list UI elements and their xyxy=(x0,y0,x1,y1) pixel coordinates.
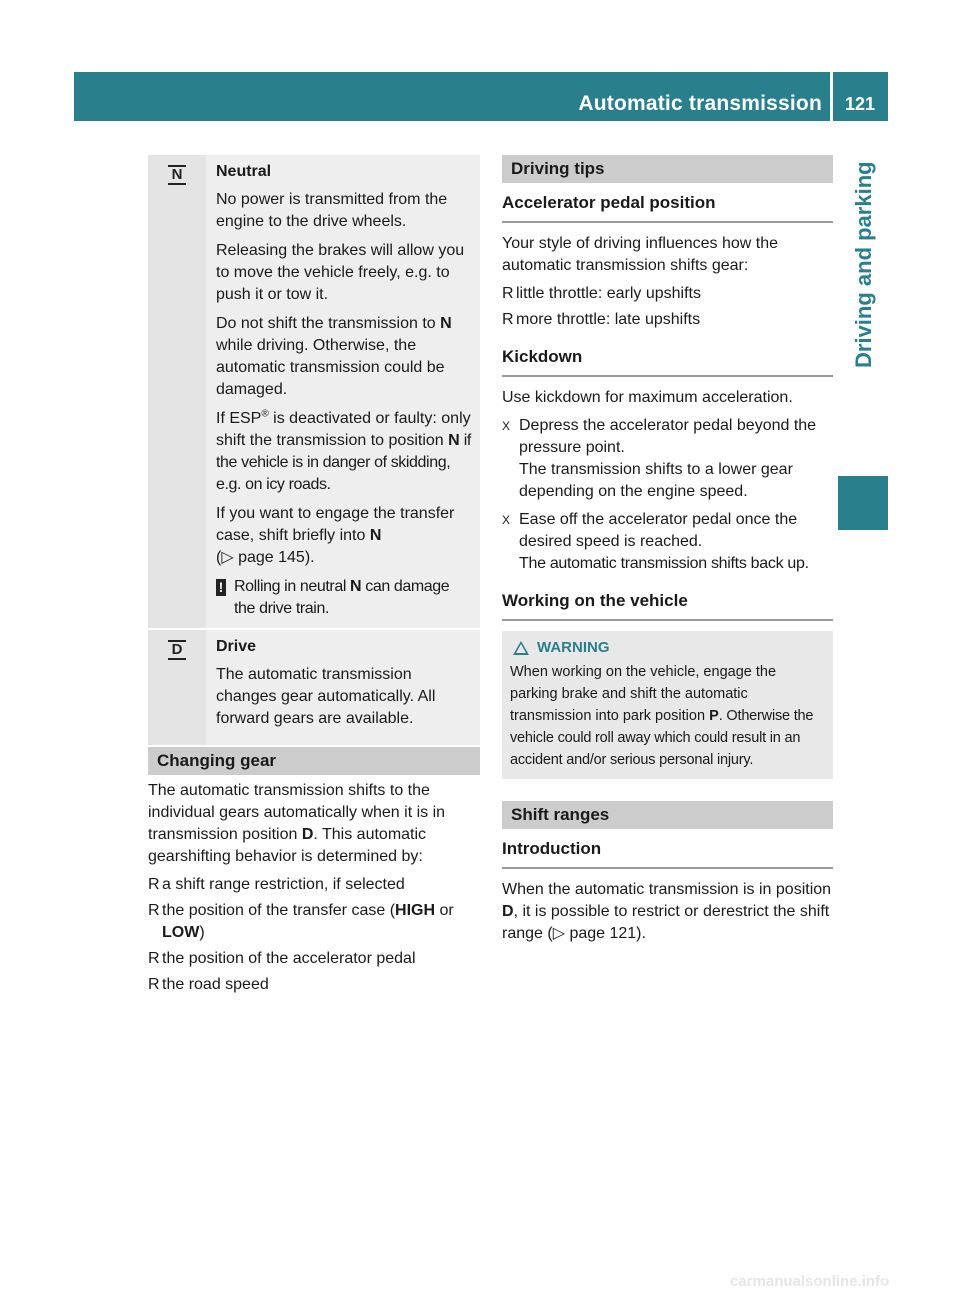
list-item: R a shift range restriction, if selected xyxy=(148,874,480,896)
section-heading: Changing gear xyxy=(148,747,480,775)
list-item: R the road speed xyxy=(148,974,480,996)
list-item: R the position of the accelerator pedal xyxy=(148,948,480,970)
gear-title: Drive xyxy=(216,638,257,655)
gear-paragraph: If ESP® is deactivated or faulty: only shift the transmission to position N if the vehicle is in danger of skidding, e.g. on icy roads. xyxy=(216,408,471,493)
list-item: R more throttle: late upshifts xyxy=(502,309,833,331)
paragraph: When the automatic transmission is in position D, it is possible to restrict or derestrict the shift range (▷ page 121). xyxy=(502,881,832,942)
damage-note: ! Rolling in neutral N can damage the drive train. xyxy=(216,576,472,620)
bullet-icon: R xyxy=(148,950,160,967)
changing-gear-section xyxy=(148,747,480,1000)
gear-paragraph: Do not shift the transmission to N while driving. Otherwise, the automatic transmission could be damaged. xyxy=(216,315,452,398)
instruction-step: X Ease off the accelerator pedal once the desired speed is reached. The automatic transmission shifts back up. xyxy=(502,509,833,575)
bullet-icon: R xyxy=(502,285,514,302)
gear-position-table xyxy=(148,155,480,747)
paragraph: The automatic transmission shifts to the individual gears automatically when it is in transmission position D. This automatic gearshifting behavior is determined by: xyxy=(148,782,446,865)
gear-symbol-cell xyxy=(148,630,206,745)
bullet-icon: R xyxy=(148,902,160,919)
gear-paragraph: Releasing the brakes will allow you to move the vehicle freely, e.g. to push it or tow it. xyxy=(216,242,465,303)
gear-row-drive xyxy=(148,630,480,747)
gear-paragraph: No power is transmitted from the engine to the drive wheels. xyxy=(216,191,448,230)
warning-triangle-icon xyxy=(513,641,529,655)
bullet-icon: R xyxy=(502,311,514,328)
shift-ranges-section xyxy=(502,801,833,945)
subsection-heading: Working on the vehicle xyxy=(502,589,833,621)
warning-header: WARNING xyxy=(510,637,825,659)
gear-description xyxy=(206,155,480,628)
bullet-icon: R xyxy=(148,876,160,893)
driving-tips-section xyxy=(502,155,833,779)
bullet-icon: R xyxy=(148,976,160,993)
subsection-heading: Accelerator pedal position xyxy=(502,191,833,223)
exclamation-icon: ! xyxy=(216,579,226,596)
warning-text: When working on the vehicle, engage the parking brake and shift the automatic transmission into park position P. Otherwise the vehicle could roll away which could result in an accident and/or serious personal injury. xyxy=(510,664,814,768)
section-tab xyxy=(838,476,888,530)
paragraph: Use kickdown for maximum acceleration. xyxy=(502,389,793,406)
watermark: carmanualsonline.info xyxy=(730,1273,890,1290)
subsection-heading: Kickdown xyxy=(502,345,833,377)
gear-paragraph: If you want to engage the transfer case, shift briefly into N (▷ page 145). xyxy=(216,505,455,566)
gear-description xyxy=(206,630,480,745)
gear-symbol-cell xyxy=(148,155,206,628)
section-heading: Driving tips xyxy=(502,155,833,183)
paragraph: Your style of driving influences how the automatic transmission shifts gear: xyxy=(502,235,779,274)
page-title: Automatic transmission xyxy=(578,92,822,115)
gear-paragraph: The automatic transmission changes gear automatically. All forward gears are available. xyxy=(216,666,436,727)
section-heading: Shift ranges xyxy=(502,801,833,829)
warning-box xyxy=(502,631,833,779)
list-item: R the position of the transfer case (HIGH or LOW) xyxy=(148,900,480,944)
gear-title: Neutral xyxy=(216,163,272,180)
step-arrow-icon: X xyxy=(502,419,511,433)
gear-n-icon: N xyxy=(168,165,186,185)
instruction-step: X Depress the accelerator pedal beyond the pressure point. The transmission shifts to a lower gear depending on the engine speed. xyxy=(502,415,833,503)
step-arrow-icon: X xyxy=(502,513,511,527)
header-divider xyxy=(830,72,833,121)
list-item: R little throttle: early upshifts xyxy=(502,283,833,305)
gear-d-icon: D xyxy=(168,640,186,660)
gear-row-neutral xyxy=(148,155,480,630)
subsection-heading: Introduction xyxy=(502,837,833,869)
page-number: 121 xyxy=(844,94,876,114)
section-label: Driving and parking xyxy=(851,161,876,368)
